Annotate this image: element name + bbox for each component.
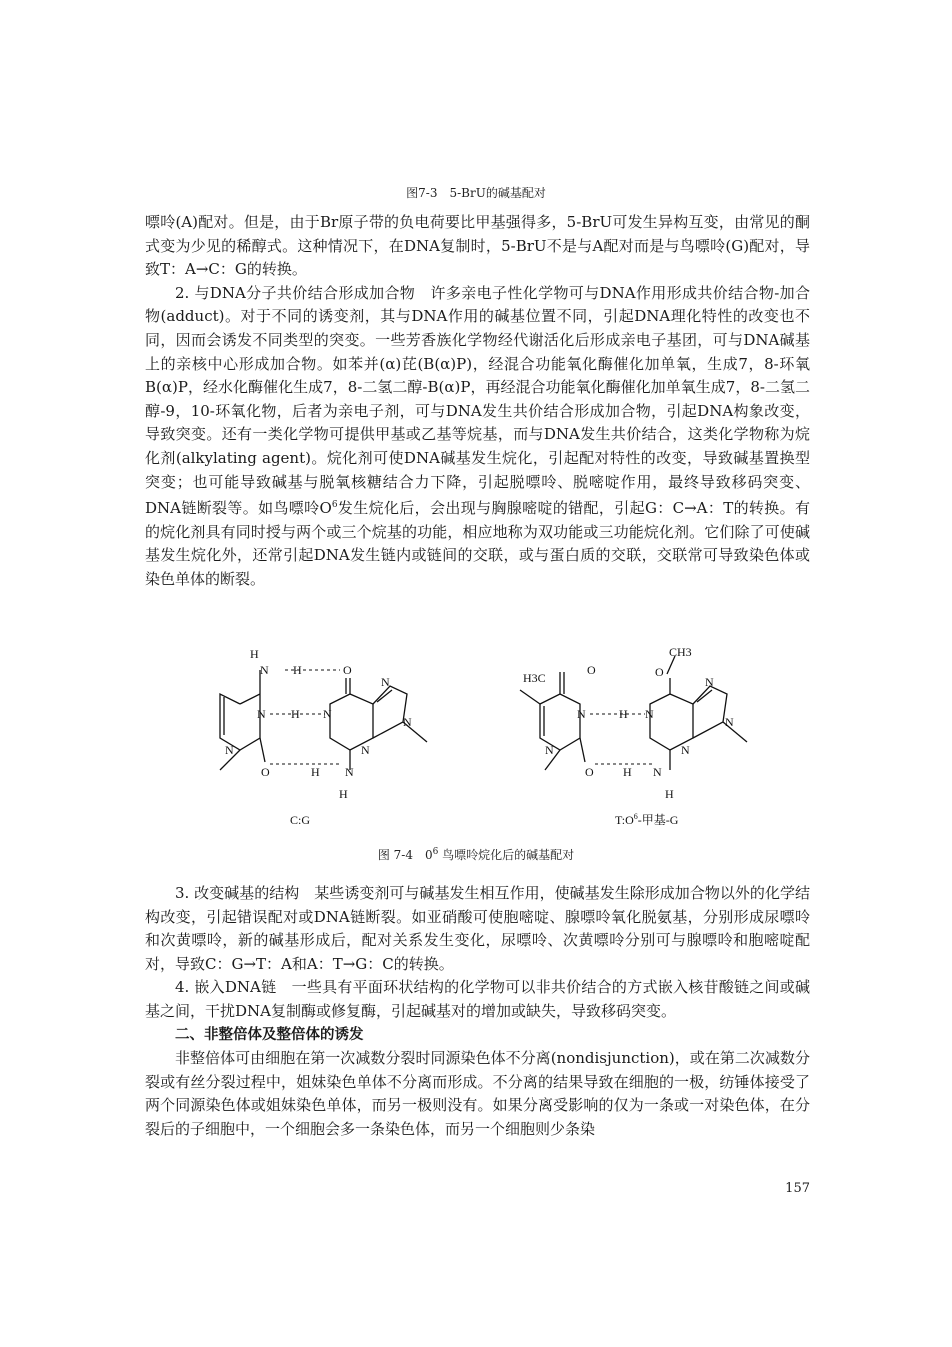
atom-o-thymine-top: O <box>587 663 596 677</box>
text-block-bottom <box>145 882 810 1142</box>
text-block-top <box>145 211 810 592</box>
paragraph-4: 4. 嵌入DNA链 一些具有平面环状结构的化学物可以非共价结合的方式嵌入核苷酸链之间或碱基之间，干扰DNA复制酶或修复酶，引起碱基对的增加或缺失，导致移码突变。 <box>145 978 810 1020</box>
paragraph-2-main: 2. 与DNA分子共价结合形成加合物 许多亲电子性化学物可与DNA作用形成共价结合物-加合物(adduct)。对于不同的诱变剂，其与DNA作用的碱基位置不同，引起DNA理化特性的改变也不同，因而会诱发不同类型的突变。一些芳香族化学物经代谢活化后形成亲电子基团，可与DNA碱基上的亲核中心形成加合物。如苯并(α)芘(B(α)P)，经混合功能氧化酶催化加单氧，生成7，8-环氧B(α)P，经水化酶催化生成7，8-二氢二醇-B(α)P，再经混合功能氧化酶催化加单氧生成7，8-二氢二醇-9，10-环氧化物，后者为亲电子剂，可与DNA发生共价结合形成加合物，引起DNA构象改变，导致突变。还有一类化学物可提供甲基或乙基等烷基，而与DNA发生共价结合，这类化学物称为烷化剂(alkylating agent)。烷化剂可使DNA碱基发生烷化，引起配对特性的改变，导致碱基置换型突变；也可能导致碱基与脱氧核糖结合力下降，引起脱嘌呤、脱嘧啶作用，最终导致移码突变、DNA链断裂等。如鸟嘌呤O <box>145 283 810 518</box>
atom-n-amino-left-bottom: N <box>345 765 354 779</box>
label-ch3: CH3 <box>669 645 692 659</box>
atom-h-bond-right-2: H <box>623 765 632 779</box>
figure-7-4-caption-main: 图 7-4 0 <box>377 848 433 862</box>
atom-n9-right: N <box>725 715 734 729</box>
figure-7-4-structures <box>145 642 810 837</box>
paragraph-3: 3. 改变碱基的结构 某些诱变剂可与碱基发生相互作用，使碱基发生除形成加合物以外的化学结构改变，引起错误配对或DNA链断裂。如亚硝酸可使胞嘧啶、腺嘌呤氧化脱氨基，分别形成尿嘌呤和次黄嘌呤，新的碱基形成后，配对关系发生变化，尿嘌呤、次黄嘌呤分别可与腺嘌呤和胞嘧啶配对，导致C：G→T：A和A：T→G：C的转换。 <box>145 884 810 973</box>
section-heading: 二、非整倍体及整倍体的诱发 <box>175 1026 364 1043</box>
pair-label-to6g <box>615 812 679 827</box>
pair-label-to6g-main: T:O <box>615 813 634 827</box>
figure-7-4-caption <box>0 846 952 863</box>
atom-h-bond-left-3: H <box>311 765 320 779</box>
paragraph-5: 非整倍体可由细胞在第一次减数分裂时同源染色体不分离(nondisjunction)，或在第二次减数分裂或有丝分裂过程中，姐妹染色单体不分离而形成。不分离的结果导致在细胞的一极，纺锤体接受了两个同源染色体或姐妹染色单体，而另一极则没有。如果分离受影响的仅为一条或一对染色体，在分裂后的子细胞中，一个细胞会多一条染色体，而另一个细胞则少条染 <box>145 1049 810 1138</box>
base-pair-diagram <box>145 642 810 837</box>
atom-n-thymine: N <box>577 707 586 721</box>
atom-o-thymine-bottom: O <box>585 765 594 779</box>
atom-n3-left: N <box>361 743 370 757</box>
atom-n-amino-right: N <box>653 765 662 779</box>
paragraph-2-superscript: 6 <box>331 500 338 511</box>
atom-n-left-ring: N <box>257 707 266 721</box>
atom-h-bond-left-1: H <box>293 663 302 677</box>
atom-h-top-left: H <box>250 647 259 661</box>
atom-h-bond-left-2: H <box>291 707 300 721</box>
atom-n-left-guanine: N <box>323 707 332 721</box>
paragraph-2 <box>145 282 810 592</box>
atom-o-cytosine: O <box>261 765 270 779</box>
figure-7-4-caption-sup: 6 <box>432 847 439 857</box>
atom-n-amino-left: N <box>260 663 269 677</box>
atom-n-imidazole-left: N <box>381 675 390 689</box>
atom-n-imidazole-right: N <box>705 675 714 689</box>
atom-h-bond-right-1: H <box>619 707 628 721</box>
paragraph-1: 嘌呤(A)配对。但是，由于Br原子带的负电荷要比甲基强得多，5-BrU可发生异构互变，由常见的酮式变为少见的稀醇式。这种情况下，在DNA复制时，5-BrU不是与A配对而是与鸟嘌呤(G)配对，导致T：A→C：G的转换。 <box>145 213 810 279</box>
atom-n9-left: N <box>403 715 412 729</box>
atom-n3-right: N <box>681 743 690 757</box>
atom-h-bottom-right: H <box>665 787 674 801</box>
pair-label-cg: C:G <box>290 813 311 827</box>
pair-label-to6g-tail: -甲基-G <box>637 813 679 827</box>
paragraph-2-tail: 发生烷化后，会出现与胸腺嘧啶的错配，引起G：C→A：T的转换。有的烷化剂具有同时授与两个或三个烷基的功能，相应地称为双功能或三功能烷化剂。它们除了可使碱基发生烷化外，还常引起DNA发生链内或链间的交联，或与蛋白质的交联，交联常可导致染色体或染色单体的断裂。 <box>145 499 810 588</box>
atom-o-left-guanine: O <box>343 663 352 677</box>
atom-o6: O <box>655 665 664 679</box>
pair-label-to6g-sup: 6 <box>633 812 638 821</box>
atom-n1-thymine: N <box>545 743 554 757</box>
atom-h-bottom-left: H <box>339 787 348 801</box>
atom-n1-cytosine: N <box>225 743 234 757</box>
figure-7-4-caption-tail: 鸟嘌呤烷化后的碱基配对 <box>438 848 575 862</box>
figure-7-3-caption: 图7-3 5-BrU的碱基配对 <box>406 186 546 200</box>
label-h3c: H3C <box>523 671 546 685</box>
atom-n-right-guanine: N <box>645 707 654 721</box>
page-number: 157 <box>785 1181 810 1196</box>
